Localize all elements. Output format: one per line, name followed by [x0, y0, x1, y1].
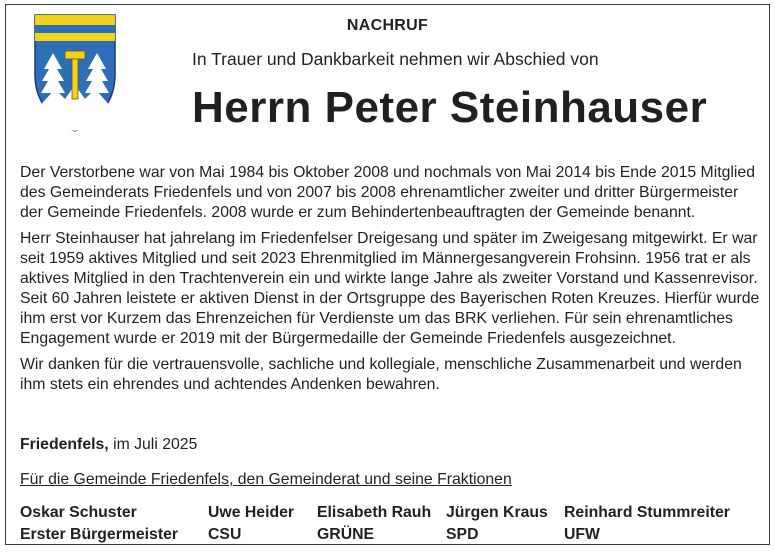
- signer-name: Uwe Heider: [208, 504, 295, 521]
- signer-name: Reinhard Stummreiter: [564, 504, 730, 521]
- place-date: im Juli 2025: [113, 436, 198, 453]
- obituary-body: [20, 163, 760, 401]
- place-town: Friedenfels,: [20, 436, 109, 453]
- deceased-name: Herrn Peter Steinhauser: [192, 83, 708, 132]
- intro-line: In Trauer und Dankbarkeit nehmen wir Abschied von: [192, 49, 599, 69]
- signer-role: UFW: [564, 526, 600, 543]
- signer-name: Jürgen Kraus: [446, 504, 548, 521]
- signer-gruene: [317, 502, 431, 546]
- signer-ufw: [564, 502, 730, 546]
- signer-role: CSU: [208, 526, 242, 543]
- signature-intro: Für die Gemeinde Friedenfels, den Gemeinderat und seine Fraktionen: [20, 471, 512, 488]
- signer-name: Elisabeth Rauh: [317, 504, 432, 521]
- obituary-notice: [5, 4, 770, 545]
- signer-spd: [446, 502, 548, 546]
- signer-name: Oskar Schuster: [20, 504, 137, 521]
- signer-role: GRÜNE: [317, 526, 375, 543]
- paragraph: Der Verstorbene war von Mai 1984 bis Oktober 2008 und nochmals von Mai 2014 bis Ende 2015 Mitglied des Gemeinderats Friedenfels und von 2007 bis 2008 ehrenamtlicher zweiter und dritter Bürgermeister der Gemeinde Friedenfels. 2008 wurde er zum Behindertenbeauftragten der Gemeinde benannt.: [20, 164, 755, 221]
- signer-csu: [208, 502, 294, 546]
- place-and-date: [20, 436, 197, 454]
- signer-role: Erster Bürgermeister: [20, 526, 179, 543]
- notice-heading: [6, 17, 769, 35]
- signer-role: SPD: [446, 526, 479, 543]
- signer-mayor: [20, 502, 178, 546]
- paragraph: Wir danken für die vertrauensvolle, sachliche und kollegiale, menschliche Zusammenarbeit und werden ihm stets ein ehrendes und achtendes Andenken bewahren.: [20, 356, 742, 393]
- paragraph: Herr Steinhauser hat jahrelang im Friedenfelser Dreigesang und später im Zweigesang mitgewirkt. Er war seit 1959 aktives Mitglied und seit 2023 Ehrenmitglied im Männergesangverein Frohsinn. 1956 trat er als aktives Mitglied in den Trachtenverein ein und wirkte lange Jahre als zweiter Vorstand und Kassenrevisor. Seit 60 Jahren leistete er aktiven Dienst in der Ortsgruppe des Bayerischen Roten Kreuzes. Hierfür wurde ihm erst vor Kurzem das Ehrenzeichen für Verdienste um das BRK verliehen. Für sein ehrenamtliches Engagement wurde er 2019 mit der Bürgermedaille der Gemeinde Friedenfels ausgezeichnet.: [20, 230, 760, 347]
- notice-heading-text: NACHRUF: [346, 17, 429, 34]
